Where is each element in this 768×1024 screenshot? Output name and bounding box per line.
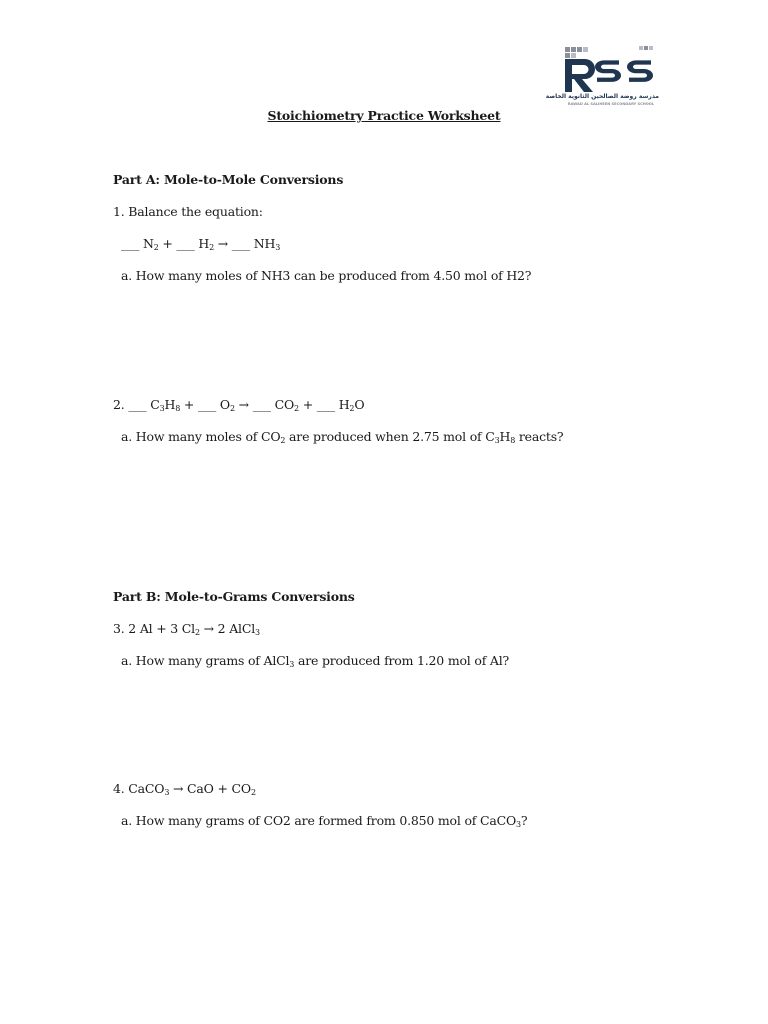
question-1a: a. How many moles of NH3 can be produced from 4.50 mol of H2? [121, 268, 532, 283]
logo-english-line: RAWAD AL SALIHEEN SECONDARY SCHOOL [567, 102, 655, 106]
school-logo [545, 44, 659, 110]
question-1-equation: ___ $N_2$ + ___ $H_2$ → ___ $NH_3$ [121, 236, 281, 252]
worksheet-title: Stoichiometry Practice Worksheet [267, 108, 501, 123]
question-3-equation: 3. 2 Al + 3 $Cl_2 \to 2$ AlCl$_3$ [113, 621, 260, 637]
question-1-prompt: 1. Balance the equation: [113, 204, 263, 219]
question-2a: a. How many moles of $CO_2$ are produced when 2.75 mol of $C_3H_8$ reacts? [121, 429, 564, 445]
logo-arabic-line: مدرسة روضة الصالحين الثانوية الخاصة [545, 93, 659, 100]
rss-logo-icon [545, 44, 659, 110]
question-4-equation: 4. CaCO$_3$ → CaO + $CO_2$ [113, 781, 256, 797]
question-2-equation: 2. ___ $C_3H_8$ + ___ $O_2$ → ___ $CO_2$ + ___ $H_2O$ [113, 397, 365, 413]
part-b-heading: Part B: Mole-to-Grams Conversions [113, 589, 355, 604]
question-3a: a. How many grams of AlCl$_3$ are produced from 1.20 mol of Al? [121, 653, 510, 669]
question-4a: a. How many grams of CO2 are formed from 0.850 mol of CaCO$_3$? [121, 813, 528, 829]
part-a-heading: Part A: Mole-to-Mole Conversions [113, 172, 344, 187]
